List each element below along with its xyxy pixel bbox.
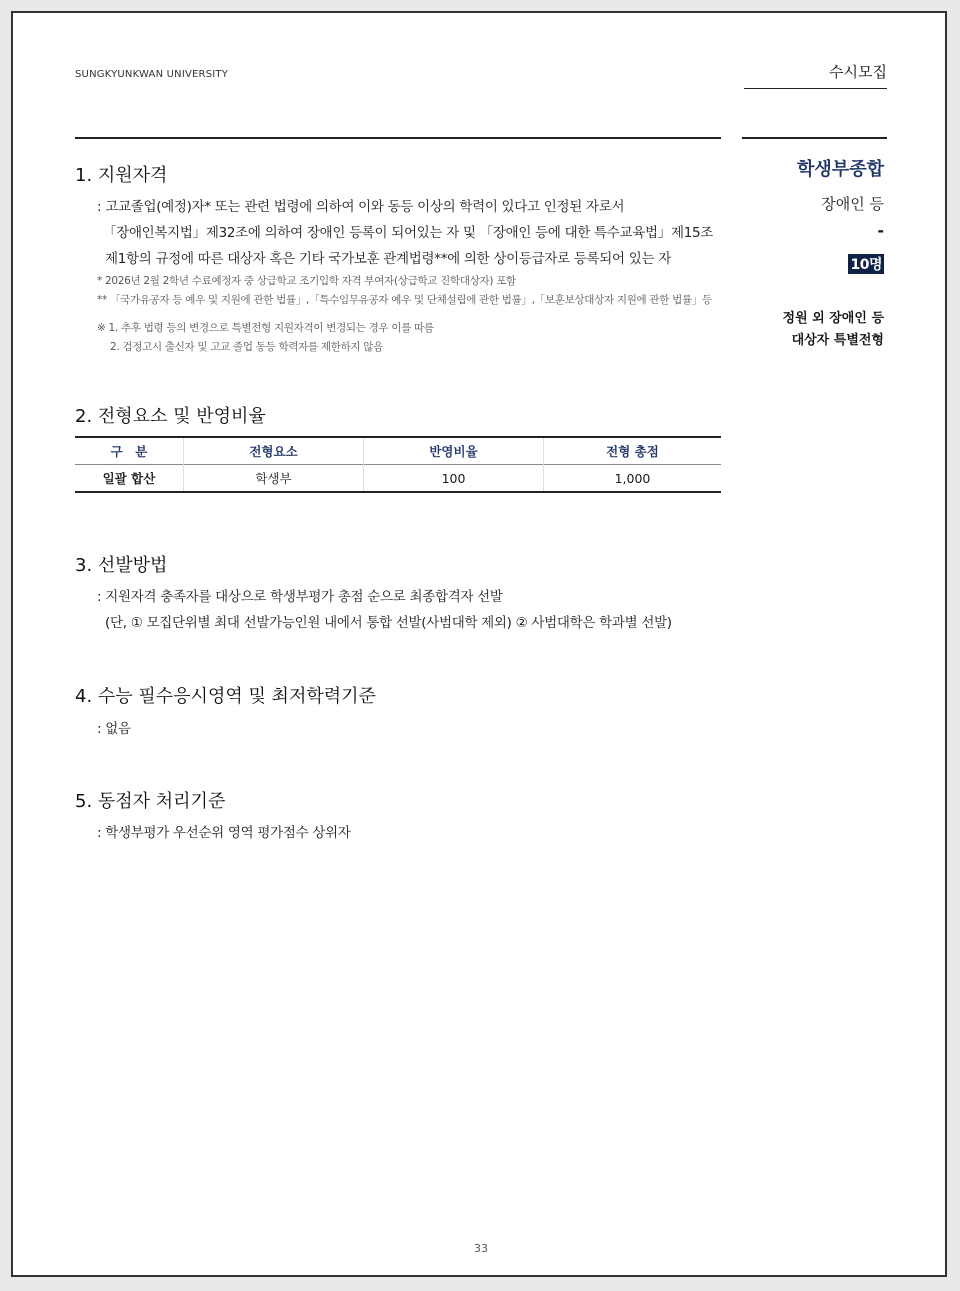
section2-heading: 2. 전형요소 및 반영비율 (75, 406, 266, 427)
section3-line1: : 지원자격 충족자를 대상으로 학생부평가 총점 순으로 최종합격자 선발 (97, 589, 503, 605)
section4-heading: 4. 수능 필수응시영역 및 최저학력기준 (75, 686, 376, 707)
section1-heading: 1. 지원자격 (75, 165, 168, 186)
section3-heading: 3. 선발방법 (75, 555, 168, 576)
table-header-cell: 구 분 (110, 444, 148, 459)
section3-line2: (단, ① 모집단위별 최대 선발가능인원 내에서 통합 선발(사범대학 제외) ② 사범대학은 학과별 선발) (105, 615, 672, 631)
section1-note2: 2. 검정고시 출신자 및 고교 졸업 동등 학력자를 제한하지 않음 (110, 341, 383, 353)
section1-footnote1: * 2026년 2월 2학년 수료예정자 중 상급학교 조기입학 자격 부여자(상급학교 진학대상자) 포함 (97, 275, 516, 287)
category-header (744, 61, 887, 89)
side-note (783, 308, 884, 352)
table-cell: 100 (364, 465, 544, 493)
table-row (75, 465, 721, 493)
document-page (11, 11, 947, 1277)
section4-line1: : 없음 (97, 721, 131, 737)
selection-table (75, 436, 721, 493)
category-label: 수시모집 (829, 63, 887, 81)
side-divider (742, 137, 887, 139)
side-note-line2: 대상자 특별전형 (791, 333, 884, 348)
table-header-cell: 전형 총점 (544, 437, 722, 465)
quota-badge: 10명 (848, 254, 884, 274)
section1-footnote2: ** 「국가유공자 등 예우 및 지원에 관한 법률」,「특수임무유공자 예우 및 단체설립에 관한 법률」,「보훈보상대상자 지원에 관한 법률」등 (97, 294, 712, 306)
table-cell: 1,000 (544, 465, 722, 493)
table-cell: 학생부 (184, 465, 364, 493)
section1-line3: 제1항의 규정에 따른 대상자 혹은 기타 국가보훈 관계법령**에 의한 상이등급자로 등록되어 있는 자 (105, 251, 671, 267)
side-dash: - (877, 221, 884, 240)
table-header-row (75, 437, 721, 465)
section1-note1: ※ 1. 추후 법령 등의 변경으로 특별전형 지원자격이 변경되는 경우 이를 따름 (97, 322, 434, 334)
side-subtitle: 장애인 등 (821, 195, 884, 213)
section1-line2: 「장애인복지법」제32조에 의하여 장애인 등록이 되어있는 자 및 「장애인 등에 대한 특수교육법」제15조 (103, 225, 714, 241)
table-header-cell: 전형요소 (184, 437, 364, 465)
section5-heading: 5. 동점자 처리기준 (75, 791, 226, 812)
side-note-line1: 정원 외 장애인 등 (782, 311, 884, 326)
university-name: SUNGKYUNKWAN UNIVERSITY (75, 69, 229, 80)
table-cell: 일괄 합산 (102, 471, 156, 486)
page-number: 33 (474, 1242, 488, 1255)
side-title: 학생부종합 (797, 159, 884, 180)
main-divider (75, 137, 721, 139)
section5-line1: : 학생부평가 우선순위 영역 평가점수 상위자 (97, 825, 351, 841)
table-header-cell: 반영비율 (364, 437, 544, 465)
section1-line1: : 고교졸업(예정)자* 또는 관련 법령에 의하여 이와 동등 이상의 학력이 있다고 인정된 자로서 (97, 199, 625, 215)
